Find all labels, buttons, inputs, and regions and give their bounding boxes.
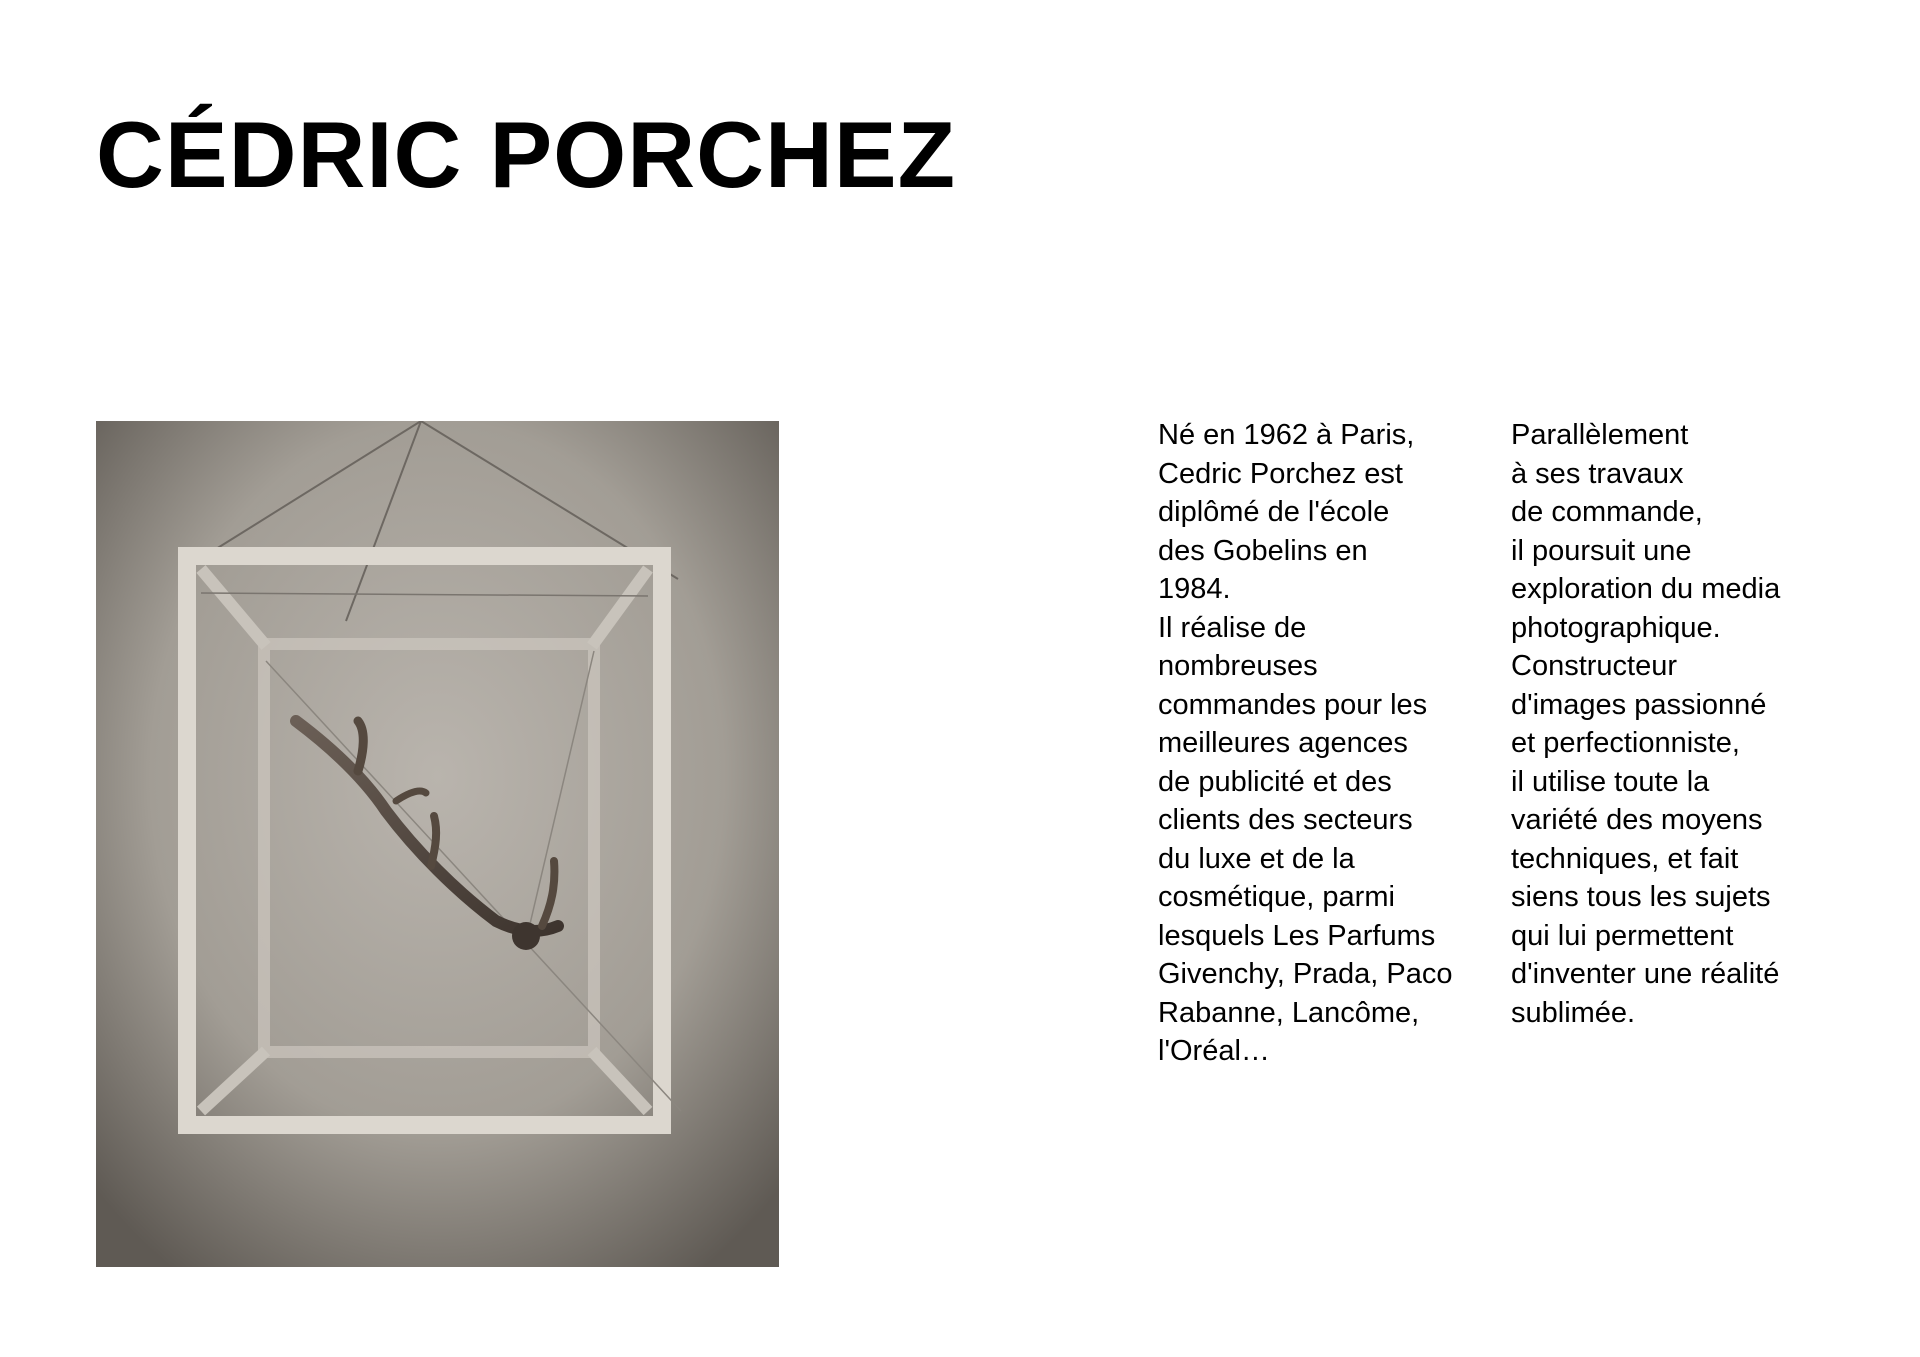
- bio-line: commandes pour les: [1158, 688, 1428, 721]
- suspended-antler-photo-image: [96, 421, 779, 1267]
- bio-column-left: [1158, 416, 1452, 1071]
- bio-line: d'inventer une réalité: [1511, 958, 1780, 990]
- bio-line: et perfectionniste,: [1511, 727, 1740, 759]
- bio-line: Né en 1962 à Paris,: [1158, 419, 1415, 451]
- bio-line: sublimée.: [1511, 996, 1636, 1029]
- bio-line: des Gobelins en: [1158, 534, 1368, 567]
- bio-column-right: [1511, 416, 1780, 1032]
- bio-line: Il réalise de: [1158, 611, 1307, 644]
- bio-line: nombreuses: [1158, 650, 1318, 682]
- bio-line: Parallèlement: [1511, 419, 1689, 451]
- bio-line: Givenchy, Prada, Paco: [1158, 958, 1453, 990]
- bio-line: clients des secteurs: [1158, 804, 1413, 836]
- bio-line: variété des moyens: [1511, 804, 1763, 836]
- bio-line: il utilise toute la: [1511, 765, 1710, 798]
- bio-line: de commande,: [1511, 496, 1703, 528]
- bio-line: siens tous les sujets: [1511, 881, 1771, 913]
- page-title: CÉDRIC PORCHEZ: [96, 102, 957, 207]
- bio-line: de publicité et des: [1158, 765, 1392, 798]
- bio-line: qui lui permettent: [1511, 919, 1734, 952]
- bio-line: lesquels Les Parfums: [1158, 919, 1436, 952]
- bio-line: il poursuit une: [1511, 534, 1692, 567]
- bio-line: Cedric Porchez est: [1158, 457, 1403, 490]
- bio-line: d'images passionné: [1511, 688, 1767, 721]
- bio-line: photographique.: [1511, 611, 1721, 644]
- bio-line: à ses travaux: [1511, 457, 1684, 490]
- bio-line: cosmétique, parmi: [1158, 881, 1395, 913]
- artwork-photo: [96, 421, 779, 1267]
- bio-line: du luxe et de la: [1158, 842, 1355, 875]
- bio-line: Constructeur: [1511, 650, 1678, 682]
- bio-line: meilleures agences: [1158, 727, 1408, 759]
- bio-line: diplômé de l'école: [1158, 496, 1390, 528]
- bio-line: 1984.: [1158, 573, 1231, 605]
- bio-line: Rabanne, Lancôme,: [1158, 996, 1420, 1029]
- bio-line: l'Oréal…: [1158, 1035, 1270, 1067]
- bio-line: techniques, et fait: [1511, 842, 1739, 875]
- bio-line: exploration du media: [1511, 573, 1781, 605]
